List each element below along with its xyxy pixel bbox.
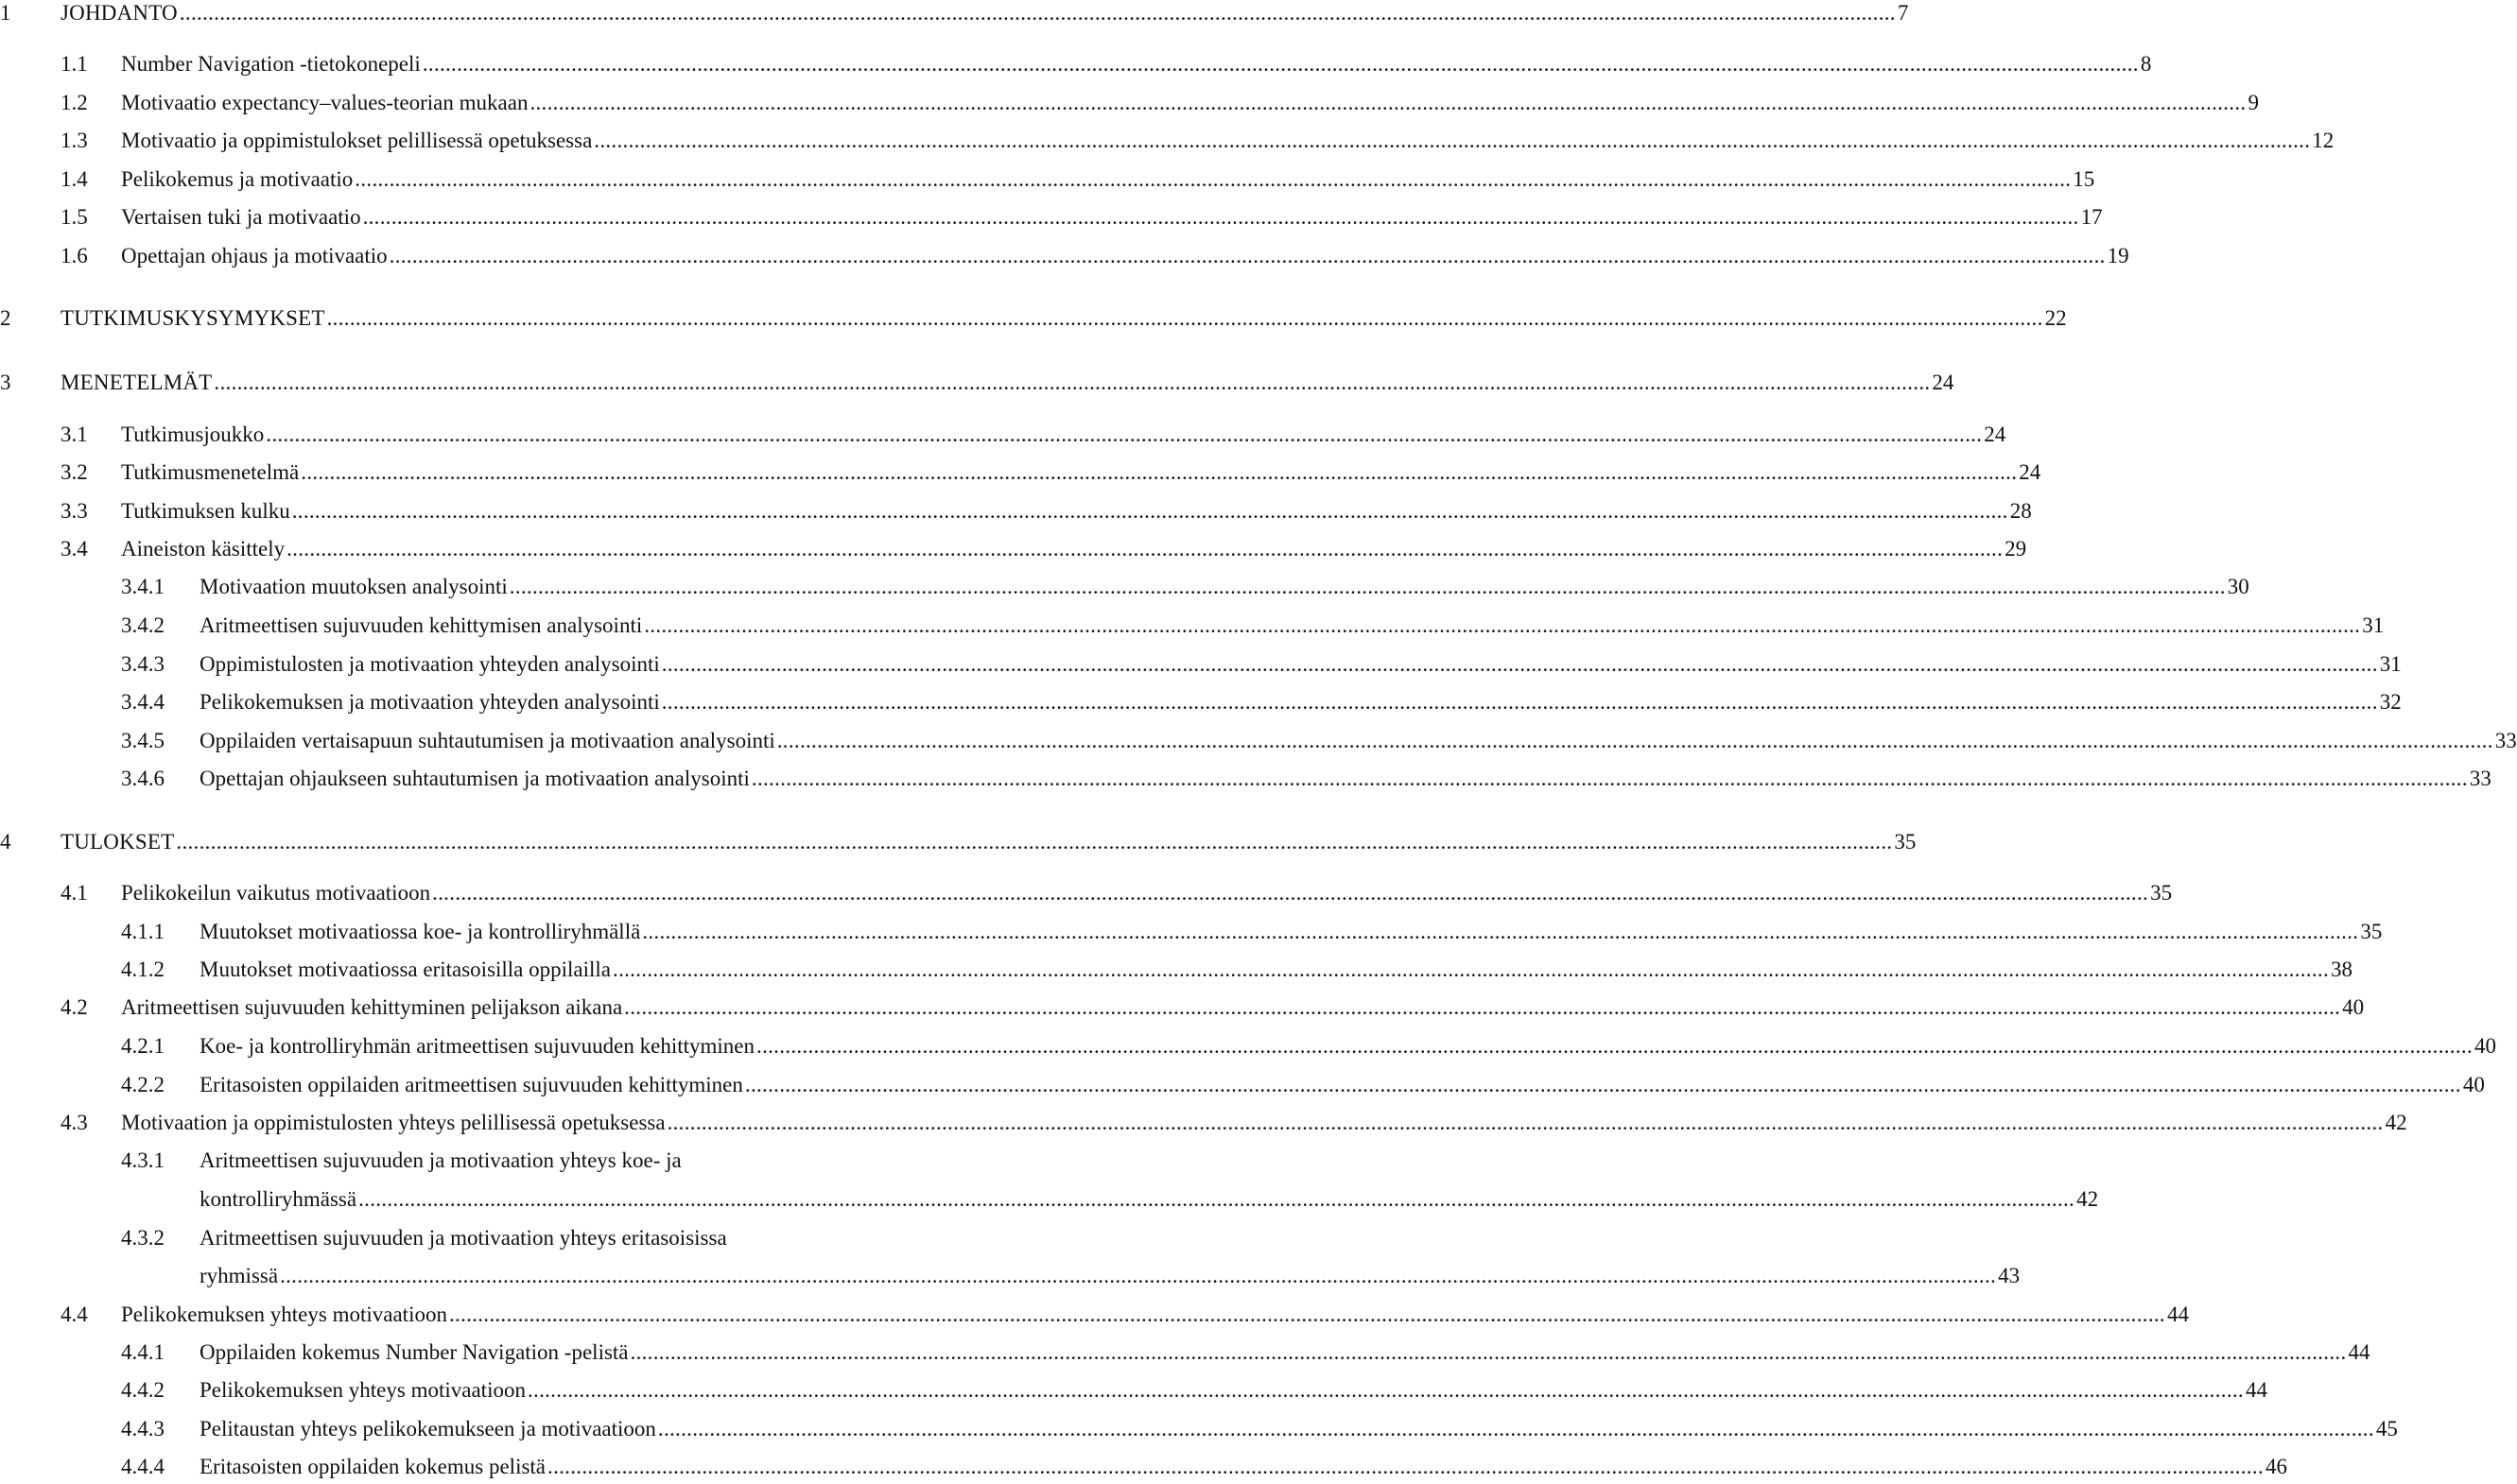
toc-entry[interactable]: [0, 498, 2032, 525]
toc-entry-number: 4.2: [61, 995, 88, 1019]
toc-entry[interactable]: [0, 51, 2152, 78]
toc-dot-leader: ............................................................................................................................................................................................................................................................................................................: [667, 1111, 2384, 1134]
toc-entry-page-number: 44: [2348, 1340, 2370, 1364]
toc-entry[interactable]: [0, 1263, 2021, 1289]
toc-entry-title: JOHDANTO: [61, 1, 178, 25]
toc-entry-page-number: 29: [2005, 537, 2027, 561]
toc-dot-leader: ............................................................................................................................................................................................................................................................................................................: [527, 1378, 2244, 1402]
toc-entry-title: Vertaisen tuki ja motivaatio: [121, 205, 361, 229]
toc-dot-leader: ............................................................................................................................................................................................................................................................................................................: [751, 767, 2468, 790]
toc-entry[interactable]: [0, 651, 2402, 678]
toc-entry-title: MENETELMÄT: [61, 371, 213, 394]
toc-dot-leader: ............................................................................................................................................................................................................................................................................................................: [214, 371, 1931, 394]
toc-entry-page-number: 46: [2265, 1455, 2288, 1478]
toc-entry-page-number: 33: [2494, 729, 2517, 752]
toc-entry-number: 1.5: [61, 205, 88, 229]
toc-entry-number: 3.4: [61, 537, 88, 561]
toc-dot-leader: ............................................................................................................................................................................................................................................................................................................: [744, 1073, 2461, 1096]
toc-entry-number: 4.4.1: [121, 1340, 165, 1364]
toc-dot-leader: ............................................................................................................................................................................................................................................................................................................: [362, 205, 2079, 229]
toc-entry-title: Pelikokeilun vaikutus motivaatioon: [121, 881, 431, 905]
toc-entry-page-number: 17: [2080, 205, 2103, 229]
toc-entry-number: 4.4: [61, 1303, 88, 1326]
toc-entry[interactable]: [0, 728, 2517, 754]
toc-entry[interactable]: [0, 1033, 2497, 1060]
toc-entry-page-number: 32: [2379, 690, 2402, 714]
toc-entry-title: TUTKIMUSKYSYMYKSET: [61, 306, 325, 330]
toc-entry-number: 4.4.3: [121, 1417, 165, 1441]
toc-entry-page-number: 24: [1932, 371, 1954, 394]
toc-dot-leader: ............................................................................................................................................................................................................................................................................................................: [266, 423, 1983, 446]
toc-dot-leader: ............................................................................................................................................................................................................................................................................................................: [358, 1187, 2075, 1211]
toc-entry-page-number: 35: [2150, 881, 2173, 905]
toc-entry[interactable]: [0, 90, 2259, 116]
toc-entry[interactable]: [0, 243, 2129, 269]
toc-entry-title: Tutkimuksen kulku: [121, 499, 290, 523]
toc-dot-leader: ............................................................................................................................................................................................................................................................................................................: [448, 1303, 2165, 1326]
toc-entry-number: 4.1.2: [121, 958, 165, 981]
toc-dot-leader: ............................................................................................................................................................................................................................................................................................................: [594, 129, 2311, 152]
toc-entry[interactable]: [0, 0, 1909, 26]
toc-entry-number: 3.4.2: [121, 613, 165, 637]
toc-entry-page-number: 15: [2073, 167, 2095, 191]
toc-dot-leader: ............................................................................................................................................................................................................................................................................................................: [176, 830, 1893, 854]
toc-entry-title: Opettajan ohjaukseen suhtautumisen ja motivaation analysointi: [200, 767, 750, 790]
toc-entry-title: Motivaatio ja oppimistulokset pelillisessä opetuksessa: [121, 129, 593, 152]
toc-entry-title: Muutokset motivaatiossa eritasoisilla oppilailla: [200, 958, 612, 981]
toc-entry-title: Aritmeettisen sujuvuuden kehittymisen analysointi: [200, 613, 643, 637]
toc-entry[interactable]: [0, 689, 2402, 716]
toc-entry-title: Pelikokemuksen yhteys motivaatioon: [121, 1303, 447, 1326]
toc-dot-leader: ............................................................................................................................................................................................................................................................................................................: [657, 1417, 2374, 1441]
toc-entry[interactable]: [0, 574, 2249, 600]
toc-dot-leader: ............................................................................................................................................................................................................................................................................................................: [661, 652, 2378, 676]
toc-entry[interactable]: [0, 613, 2385, 639]
toc-entry-title: Muutokset motivaatiossa koe- ja kontrolliryhmällä: [200, 920, 641, 943]
toc-entry-number: 1.1: [61, 52, 88, 76]
toc-entry-page-number: 44: [2245, 1378, 2267, 1402]
toc-entry-title: Koe- ja kontrolliryhmän aritmeettisen sujuvuuden kehittyminen: [200, 1034, 755, 1058]
toc-dot-leader: ............................................................................................................................................................................................................................................................................................................: [179, 1, 1896, 25]
toc-entry-page-number: 42: [2076, 1187, 2099, 1211]
toc-dot-leader: ............................................................................................................................................................................................................................................................................................................: [355, 167, 2072, 191]
toc-dot-leader: ............................................................................................................................................................................................................................................................................................................: [642, 920, 2359, 943]
toc-entry[interactable]: [0, 305, 2067, 332]
toc-entry-title: Motivaation ja oppimistulosten yhteys pelillisessä opetuksessa: [121, 1111, 666, 1134]
toc-dot-leader: ............................................................................................................................................................................................................................................................................................................: [613, 958, 2330, 981]
toc-entry-title: kontrolliryhmässä: [200, 1187, 357, 1211]
toc-entry[interactable]: [0, 204, 2103, 231]
toc-entry-number: 3.4.6: [121, 767, 165, 790]
toc-entry-title: Motivaation muutoksen analysointi: [200, 575, 508, 598]
toc-entry-title: Aritmeettisen sujuvuuden kehittyminen pelijakson aikana: [121, 995, 623, 1019]
toc-entry[interactable]: [0, 166, 2095, 193]
toc-dot-leader: ............................................................................................................................................................................................................................................................................................................: [422, 52, 2139, 76]
toc-entry-page-number: 40: [2462, 1073, 2485, 1096]
toc-entry-number: 3.4.4: [121, 690, 165, 714]
toc-entry[interactable]: [0, 1186, 2099, 1213]
toc-entry-page-number: 43: [1998, 1264, 2021, 1287]
toc-entry-title: Pelitaustan yhteys pelikokemukseen ja motivaatioon: [200, 1417, 656, 1441]
toc-entry[interactable]: [0, 1225, 908, 1251]
toc-entry[interactable]: [0, 994, 2365, 1021]
toc-entry-page-number: 42: [2385, 1111, 2407, 1134]
toc-entry-page-number: 40: [2342, 995, 2365, 1019]
toc-entry[interactable]: [0, 919, 2383, 945]
toc-entry-page-number: 19: [2107, 244, 2129, 267]
toc-dot-leader: ............................................................................................................................................................................................................................................................................................................: [432, 881, 2149, 905]
toc-entry-page-number: 28: [2009, 499, 2032, 523]
toc-entry-title: Eritasoisten oppilaiden kokemus pelistä: [200, 1455, 547, 1478]
toc-entry-page-number: 35: [2360, 920, 2383, 943]
toc-entry-title: Pelikokemuksen yhteys motivaatioon: [200, 1378, 526, 1402]
toc-entry-title: Aritmeettisen sujuvuuden ja motivaation yhteys koe- ja: [200, 1148, 682, 1172]
toc-entry-number: 4.1: [61, 881, 88, 905]
toc-entry-number: 1.4: [61, 167, 88, 191]
toc-entry-number: 1.6: [61, 244, 88, 267]
toc-entry-page-number: 35: [1894, 830, 1917, 854]
toc-dot-leader: ............................................................................................................................................................................................................................................................................................................: [301, 460, 2018, 484]
toc-dot-leader: ............................................................................................................................................................................................................................................................................................................: [756, 1034, 2474, 1058]
toc-entry[interactable]: [0, 536, 2027, 562]
toc-entry-page-number: 38: [2331, 958, 2353, 981]
toc-entry[interactable]: [0, 1148, 908, 1174]
toc-entry-number: 1.3: [61, 129, 88, 152]
toc-entry-page-number: 12: [2312, 129, 2335, 152]
toc-dot-leader: ............................................................................................................................................................................................................................................................................................................: [280, 1264, 1997, 1287]
toc-entry-number: 3.3: [61, 499, 88, 523]
toc-entry[interactable]: [0, 459, 2041, 486]
toc-dot-leader: ............................................................................................................................................................................................................................................................................................................: [286, 537, 2004, 561]
toc-entry-page-number: 44: [2166, 1303, 2189, 1326]
toc-entry-page-number: 7: [1897, 1, 1909, 25]
toc-entry-number: 4.4.4: [121, 1455, 165, 1478]
toc-entry[interactable]: [0, 1416, 2398, 1442]
toc-entry-number: 4.3.1: [121, 1148, 165, 1172]
toc-entry-page-number: 30: [2227, 575, 2249, 598]
toc-entry-page-number: 22: [2044, 306, 2067, 330]
toc-entry[interactable]: [0, 1072, 2485, 1098]
toc-entry-number: 4.2.2: [121, 1073, 165, 1096]
toc-entry[interactable]: [0, 766, 2491, 792]
toc-entry[interactable]: [0, 880, 2173, 906]
toc-entry-number: 4.1.1: [121, 920, 165, 943]
toc-entry-number: 3: [0, 371, 11, 394]
toc-entry-number: 3.4.3: [121, 652, 165, 676]
toc-entry-number: 4.3: [61, 1111, 88, 1134]
toc-entry[interactable]: [0, 1377, 2267, 1404]
toc-dot-leader: ............................................................................................................................................................................................................................................................................................................: [661, 690, 2378, 714]
toc-entry-number: 3.4.1: [121, 575, 165, 598]
toc-entry-page-number: 24: [2019, 460, 2041, 484]
toc-entry-number: 4.3.2: [121, 1226, 165, 1250]
toc-dot-leader: ............................................................................................................................................................................................................................................................................................................: [547, 1455, 2265, 1478]
toc-entry-page-number: 31: [2379, 652, 2402, 676]
toc-entry-title: Aineiston käsittely: [121, 537, 286, 561]
toc-entry[interactable]: [0, 370, 1954, 396]
toc-entry-title: Tutkimusjoukko: [121, 423, 265, 446]
toc-entry-page-number: 8: [2140, 52, 2152, 76]
toc-entry-title: Motivaatio expectancy–values-teorian mukaan: [121, 91, 529, 114]
toc-entry[interactable]: [0, 1339, 2370, 1366]
toc-entry[interactable]: [0, 1454, 2288, 1480]
toc-entry-number: 3.4.5: [121, 729, 165, 752]
toc-entry-title: Number Navigation -tietokonepeli: [121, 52, 421, 76]
toc-entry-title: Oppilaiden vertaisapuun suhtautumisen ja motivaation analysointi: [200, 729, 775, 752]
toc-dot-leader: ............................................................................................................................................................................................................................................................................................................: [529, 91, 2247, 114]
toc-entry[interactable]: [0, 1302, 2189, 1328]
toc-entry[interactable]: [0, 1110, 2407, 1136]
toc-entry-page-number: 40: [2474, 1034, 2497, 1058]
toc-entry-number: 1.2: [61, 91, 88, 114]
toc-entry-title: Aritmeettisen sujuvuuden ja motivaation yhteys eritasoisissa: [200, 1226, 727, 1250]
toc-entry[interactable]: [0, 128, 2335, 154]
toc-entry[interactable]: [0, 957, 2353, 983]
toc-entry-title: Eritasoisten oppilaiden aritmeettisen sujuvuuden kehittyminen: [200, 1073, 743, 1096]
toc-entry-page-number: 31: [2362, 613, 2385, 637]
toc-entry-page-number: 33: [2469, 767, 2491, 790]
toc-entry-page-number: 9: [2248, 91, 2259, 114]
toc-entry-number: 3.2: [61, 460, 88, 484]
toc-entry-title: Tutkimusmenetelmä: [121, 460, 300, 484]
toc-dot-leader: ............................................................................................................................................................................................................................................................................................................: [326, 306, 2043, 330]
toc-entry-page-number: 45: [2375, 1417, 2398, 1441]
toc-entry[interactable]: [0, 829, 1917, 855]
toc-entry-number: 4: [0, 830, 11, 854]
toc-dot-leader: ............................................................................................................................................................................................................................................................................................................: [509, 575, 2226, 598]
toc-entry-number: 4.4.2: [121, 1378, 165, 1402]
toc-entry-title: Pelikokemus ja motivaatio: [121, 167, 354, 191]
toc-entry-title: Oppimistulosten ja motivaation yhteyden analysointi: [200, 652, 660, 676]
toc-entry-title: Opettajan ohjaus ja motivaatio: [121, 244, 388, 267]
toc-entry-title: Pelikokemuksen ja motivaation yhteyden analysointi: [200, 690, 660, 714]
toc-entry-page-number: 24: [1984, 423, 2006, 446]
toc-entry-number: 3.1: [61, 423, 88, 446]
toc-entry[interactable]: [0, 422, 2006, 448]
toc-entry-number: 1: [0, 1, 11, 25]
toc-entry-title: ryhmissä: [200, 1264, 279, 1287]
toc-entry-number: 2: [0, 306, 11, 330]
toc-dot-leader: ............................................................................................................................................................................................................................................................................................................: [291, 499, 2008, 523]
toc-dot-leader: ............................................................................................................................................................................................................................................................................................................: [776, 729, 2493, 752]
toc-entry-title: Oppilaiden kokemus Number Navigation -pelistä: [200, 1340, 629, 1364]
toc-dot-leader: ............................................................................................................................................................................................................................................................................................................: [624, 995, 2341, 1019]
toc-dot-leader: ............................................................................................................................................................................................................................................................................................................: [630, 1340, 2347, 1364]
toc-entry-title: TULOKSET: [61, 830, 175, 854]
toc-dot-leader: ............................................................................................................................................................................................................................................................................................................: [389, 244, 2106, 267]
toc-entry-number: 4.2.1: [121, 1034, 165, 1058]
toc-dot-leader: ............................................................................................................................................................................................................................................................................................................: [644, 613, 2361, 637]
